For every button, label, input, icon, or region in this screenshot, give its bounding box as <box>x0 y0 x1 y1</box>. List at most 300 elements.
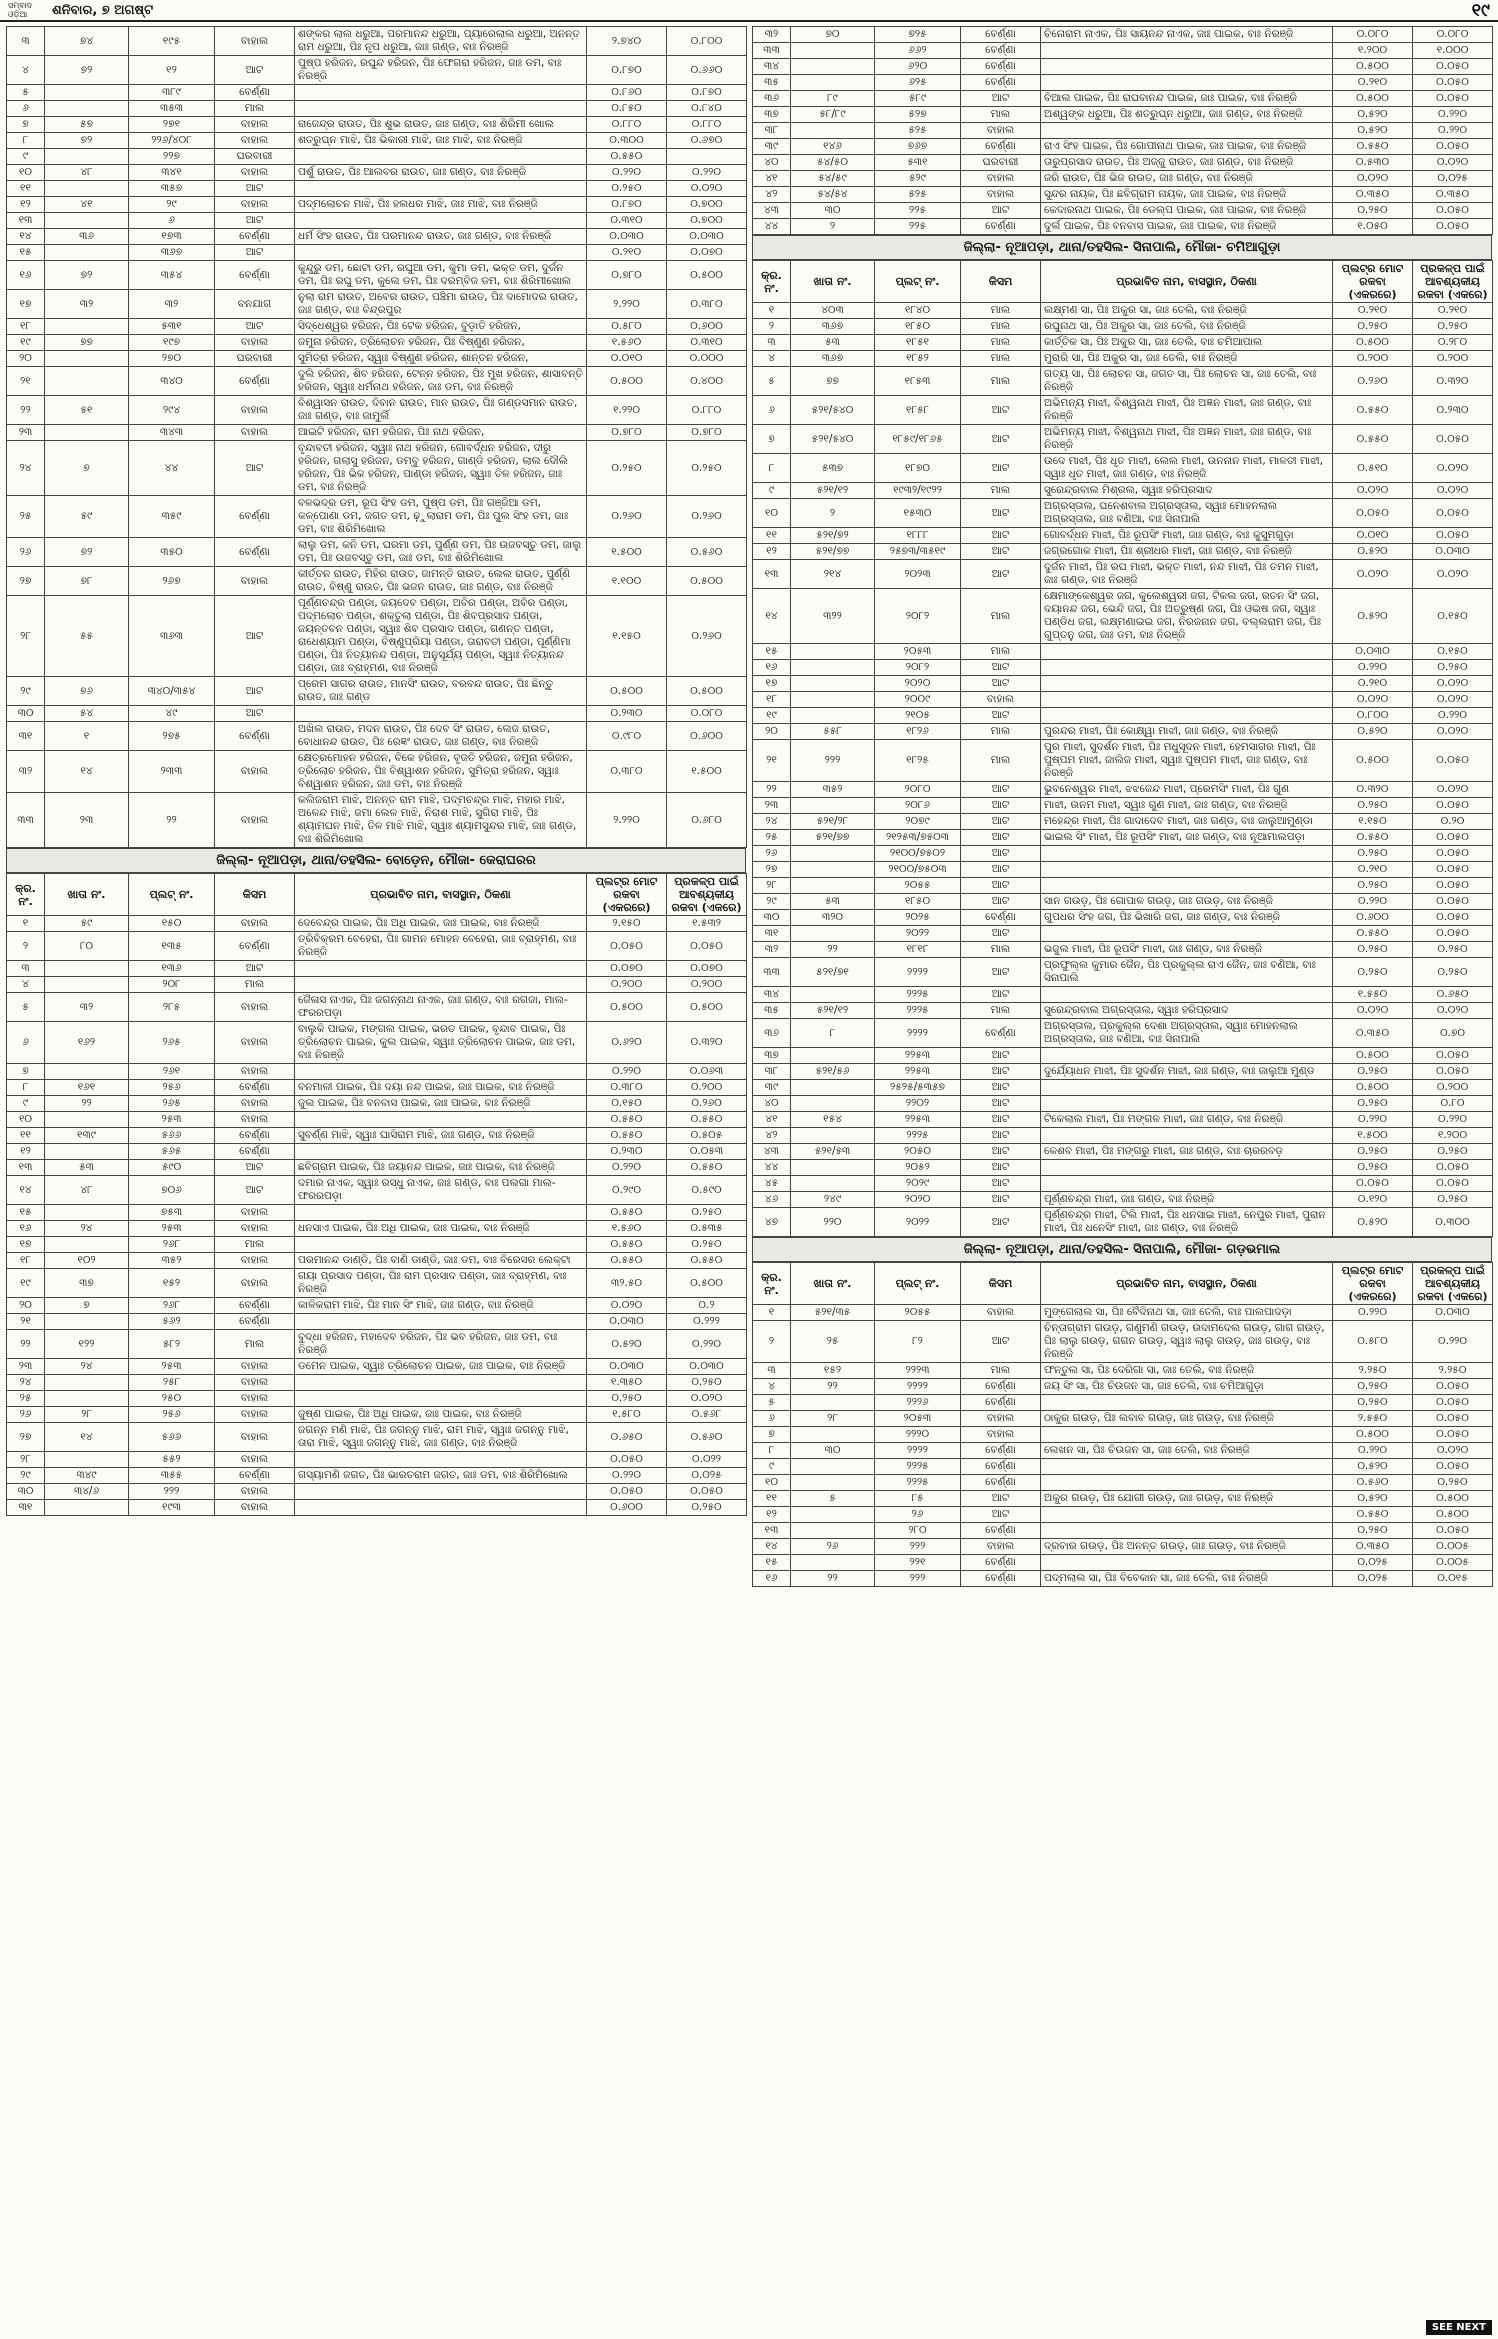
table-cell: ୧୯ <box>7 1269 45 1298</box>
table-cell: ଜୁଷ୍ଣ ପାଇକ, ପିଃ ଅଧି ପାଇକ, ଜାଃ ପାଇକ, ବାଃ ନିରଞ୍ଜି <box>295 1407 587 1423</box>
table-cell: ମାଲ <box>961 303 1041 319</box>
table-cell: ୦.୨୬୦ <box>1333 367 1413 396</box>
table-cell: ଗୋବର୍ଦ୍ଧନ ମାଝୀ, ପିଃ ରୂପସିଂ ମାଝୀ, ଜାଃ ଗଣ୍ଡ, ବାଃ କୁସୁମଗୁଡ଼ା <box>1041 528 1333 544</box>
table-cell: ୫୫୮ <box>791 724 875 740</box>
table-cell: ୨୦୮୨ <box>875 660 961 676</box>
table-cell: ୭୨ <box>45 133 129 149</box>
table-cell: ୫୨୫ <box>875 123 961 139</box>
table-cell: ୫୬୬ <box>129 1423 215 1452</box>
table-cell: ୨୬୫ <box>129 1022 215 1064</box>
table-cell: ୨୫୩ <box>129 1112 215 1128</box>
table-cell: ୨୨ <box>791 1571 875 1587</box>
table-cell: ଆଟ <box>961 1208 1041 1237</box>
table-cell: ୦.୫୧୦ <box>1333 454 1413 483</box>
table-cell: ବିଶ୍ୱାସନ ରାଉତ, ଦିବାନ ରାଉତ, ମାନ ରାଉତ, ପିଃ ଗଣ୍ଡସମାନ ରାଉତ, ଜାଃ ଗଣ୍ଡ, ବାଃ ଜାମୁର୍ଲି <box>295 396 587 425</box>
table-cell: ୧୮ <box>7 319 45 335</box>
table-row <box>753 1160 1493 1176</box>
table-cell: ୦.୦୫୦ <box>1413 1048 1493 1064</box>
table-cell: ୨୨୫୩ <box>875 1048 961 1064</box>
table-cell: ମାଲ <box>961 107 1041 123</box>
table-cell: ୩୨ <box>45 993 129 1022</box>
table-cell: ମାଲ <box>961 740 1041 782</box>
table-cell: ୧୮୫୦ <box>875 894 961 910</box>
table-cell: ୨୩ <box>7 425 45 441</box>
table-cell: ଦୁର୍ଜନ ମାଝୀ, ପିଃ ରଘ ମାଝୀ, ଭକ୍ତ ମାଝୀ, ନନ୍ଦ ମାଝୀ, ପିଃ ତମନ ମାଝୀ, ଜାଃ ଗଣ୍ଡ, ବାଃ ନିରଞ୍ଜି <box>1041 560 1333 589</box>
table-cell: ୨୪ <box>7 1375 45 1391</box>
table-cell <box>1041 708 1333 724</box>
table-cell: ୩୪ <box>753 987 791 1003</box>
table-cell: ଛବିଗ୍ରାମ ପାଇକ, ପିଃ ଜୟାନନ୍ଦ ପାଇକ, ଜାଃ ପାଇକ, ବାଃ ନିରଞ୍ଜି <box>295 1160 587 1176</box>
table-row <box>753 1096 1493 1112</box>
table-cell: ୦.୦୫୦ <box>1333 499 1413 528</box>
table-cell: ୦.୫୬୦ <box>667 1423 747 1452</box>
table-cell: ୦.୬୫୦ <box>1413 987 1493 1003</box>
table-cell <box>295 1391 587 1407</box>
table-cell: ୩୬୭ <box>129 245 215 261</box>
table-cell: ୦.୦୫୦ <box>667 1484 747 1500</box>
table-row <box>753 367 1493 396</box>
table-cell: ୩୫୯ <box>129 496 215 538</box>
column-header: ପ୍ରକଳ୍ପ ପାଇଁ ଆବଶ୍ୟକୀୟ ରକବା (ଏକରେ) <box>1413 261 1493 303</box>
table-cell: ସୁବର୍ଣ୍ଣ ମାଝି, ସ୍ୱାଃ ଘାସିରାମ ମାଝି, ଜାଃ ଗଣ୍ଡ, ବାଃ ନିରଞ୍ଜି <box>295 1128 587 1144</box>
table-cell: ୨୪୯ <box>791 1192 875 1208</box>
table-cell: ୧୧ <box>753 528 791 544</box>
table-cell: ବେର୍ଣ୍ଣା <box>961 1395 1041 1411</box>
table-cell: ୩୫୨ <box>129 1253 215 1269</box>
table-cell: ବଳଭଦ୍ର ଡମ, ରୂପ ସିଂହ ଡମ, ପୁଷ୍ପ ଡମ, ପିଃ ଗଞ୍ଜିଆ ଡମ, କଳ୍ପୋଣା ଡମ, ଜଗତ ଡମ, ଢ଼ୁଲାରାମ ଡମ, ପିଃ ପୁଲ ସିଂହ ଡମ, ଜାଃ ଡମ, ବାଃ ଶିରିମିଖୋଲ <box>295 496 587 538</box>
table-cell <box>1041 1160 1333 1176</box>
table-cell: ୩୪୦/୩୫୪ <box>129 677 215 706</box>
table-cell: ୨୨୨୫ <box>875 987 961 1003</box>
table-cell: ୧୮୫୨ <box>875 351 961 367</box>
table-cell: ୦.୫୫୦ <box>587 1253 667 1269</box>
table-cell: ମାଲ <box>215 1237 295 1253</box>
table-cell: ୦.୦୨୫ <box>1333 1571 1413 1587</box>
table-cell: ୫୩ <box>791 894 875 910</box>
table-cell: ଧର୍ମ ସିଂହ ରାଉତ, ପିଃ ପରମାନନ୍ଦ ରାଉତ, ଜାଃ ଗଣ୍ଡ, ବାଃ ନିରଞ୍ଜି <box>295 229 587 245</box>
table-cell: ୮୯ <box>791 91 875 107</box>
table-cell: ୦.୦୨୫ <box>667 1468 747 1484</box>
table-cell: ୩୨ <box>7 751 45 793</box>
table-cell: ୦.୨୫୦ <box>1333 1523 1413 1539</box>
table-cell: ୨୫୬ <box>129 1407 215 1423</box>
table-cell <box>45 245 129 261</box>
table-cell: ୨୭୦ <box>129 351 215 367</box>
table-row <box>7 916 747 932</box>
table-row <box>7 165 747 181</box>
see-next-label: SEE NEXT <box>1426 2320 1492 2335</box>
table-cell <box>1041 1523 1333 1539</box>
table-cell: ୧୫୨ <box>129 1269 215 1298</box>
table-cell: ଜରି ରାଉତ, ପିଃ ଭିଜ ରାଉତ, ଜାଃ ଗଣ୍ଡ, ବାଃ ନିରଞ୍ଜି <box>1041 171 1333 187</box>
table-cell: ବାହାଲ <box>215 1221 295 1237</box>
table-cell: ୦.୮୮୦ <box>587 117 667 133</box>
table-cell: ୧୭ <box>753 676 791 692</box>
table-cell: ୧୮ <box>7 1253 45 1269</box>
table-cell: ୦.୫୩୦ <box>1333 155 1413 171</box>
table-cell: ବେର୍ଣ୍ଣା <box>961 1379 1041 1395</box>
table-cell: ଜୈଳାସ ନାଏକ, ପିଃ ଜଗନ୍ନାଥ ନାଏକ, ଜାଃ ଗଣ୍ଡ, ବାଃ ରଗଜା, ମାଲ- ଫରରପଡ଼ା <box>295 993 587 1022</box>
table-cell: ୧୮୫୮ <box>875 396 961 425</box>
table-cell: ୦.୫୬୮ <box>667 1407 747 1423</box>
table-cell: ୦.୦୫୦ <box>587 1484 667 1500</box>
table-cell: ୦.୦୫୦ <box>1413 1427 1493 1443</box>
table-cell: ୦.୨୩୦ <box>587 706 667 722</box>
table-cell: ୨୦୭୯ <box>875 814 961 830</box>
table-cell: ୭୨ <box>45 538 129 567</box>
table-cell: ୩୨ <box>753 27 791 43</box>
table-cell: ଆଟ <box>961 1160 1041 1176</box>
table-cell: ୦.୮୭୦ <box>587 197 667 213</box>
table-cell: ୦.୦୨୦ <box>587 1298 667 1314</box>
table-cell: ୦.୩୧୦ <box>587 213 667 229</box>
table-cell: ରାଜେନ୍ଦ୍ର ରାଉତ, ପିଃ ଶୁଭ ରାଉତ, ଜାଃ ଗଣ୍ଡ, ବାଃ ଶିରିମୀ ଖୋଲ <box>295 117 587 133</box>
table-cell: ୧୪୬ <box>791 139 875 155</box>
table-cell: ୦.୫୦୦ <box>667 677 747 706</box>
table-cell: ୭୨ <box>45 261 129 290</box>
column-header: ପ୍ରକଳ୍ପ ପାଇଁ ଆବଶ୍ୟକୀୟ ରକବା (ଏକରେ) <box>1413 1263 1493 1305</box>
table-cell: ୫୩୧ <box>875 155 961 171</box>
table-cell: ୦.୦୮୦ <box>1413 27 1493 43</box>
table-row <box>7 335 747 351</box>
table-cell: ୨୩ <box>753 798 791 814</box>
table-cell: ୦.୦୩୦ <box>1333 644 1413 660</box>
table-cell: ୧୧ <box>7 1128 45 1144</box>
table-cell: ୦.୨୫୦ <box>1333 203 1413 219</box>
section-title-chamiaguda: ଜିଲ୍ଲା- ନୂଆପଡ଼ା, ଥାନା/ତହସିଲ- ସିନାପାଲି, ମୌଜା- ଚମିଆଗୁଡ଼ା <box>752 235 1492 260</box>
table-cell: ବାହାଲ <box>215 751 295 793</box>
table-cell: ବାହାଲ <box>215 1423 295 1452</box>
table-cell: ୨୦୨୦ <box>875 1192 961 1208</box>
table-cell: ଦେବେନ୍ଦ୍ର ପାଇକ, ପିଃ ଅଧି ପାଇକ, ଜାଃ ପାଇକ, ବାଃ ନିରଞ୍ଜି <box>295 916 587 932</box>
table-cell: ପ୍ରେମ ସାଗର ରାଉତ, ମାନସିଂ ରାଉତ, ବରବନ୍ଦ ରାଉତ, ପିଃ ଛିନ୍ତୁ ରାଉତ, ଜାଃ ଗଣ୍ଡ <box>295 677 587 706</box>
table-cell: ବେର୍ଣ୍ଣା <box>961 1571 1041 1587</box>
table-cell: ବାହାଲ <box>961 1411 1041 1427</box>
table-cell: ବେର୍ଣ୍ଣା <box>215 1128 295 1144</box>
table-cell: ବାହାଲ <box>215 335 295 351</box>
table-cell: ଆଟ <box>215 961 295 977</box>
table-cell: ୦.୦୨୦ <box>667 181 747 197</box>
table-cell: ୫ <box>753 367 791 396</box>
table-cell: ୦.୨୫୦ <box>1333 1160 1413 1176</box>
right-section3-table <box>752 260 1493 1237</box>
table-cell: ୨.୨୨୦ <box>587 793 667 848</box>
table-cell: ୨୭ <box>7 1423 45 1452</box>
table-cell: ୨୦୫୩ <box>875 1411 961 1427</box>
table-cell: ୦.୦୭୦ <box>667 245 747 261</box>
table-cell: ବାହାଲ <box>215 1391 295 1407</box>
column-header: ପ୍ଲଟ୍ ନଂ. <box>875 261 961 303</box>
table-cell: ୧୮୪୦ <box>875 303 961 319</box>
table-cell: ୨୨୫୩ <box>875 1064 961 1080</box>
table-row <box>753 644 1493 660</box>
table-row <box>7 425 747 441</box>
table-cell: ୦.୦୫୦ <box>587 932 667 961</box>
table-cell: ୩୭ <box>45 1269 129 1298</box>
table-cell: ୧୩ <box>7 213 45 229</box>
table-cell: ୨୦ <box>7 1298 45 1314</box>
table-cell: ବେର୍ଣ୍ଣା <box>961 1555 1041 1571</box>
table-cell: ୧.୨୦୦ <box>1333 43 1413 59</box>
table-cell: ୨୨୨ <box>791 740 875 782</box>
left-column <box>6 26 746 1516</box>
table-row <box>7 706 747 722</box>
table-row <box>7 977 747 993</box>
table-cell <box>1041 862 1333 878</box>
table-cell: ୩୨୦ <box>791 910 875 926</box>
table-cell: ଅଶ୍ୱଙ୍କ ଧରୁଆ, ପିଃ ଶତ୍ରୁଘ୍ନ ଧରୁଆ, ଜାଃ ଗଣ୍ଡ, ବାଃ ନିରଞ୍ଜି <box>1041 107 1333 123</box>
table-cell: ବାହାଲ <box>215 117 295 133</box>
table-row <box>753 926 1493 942</box>
column-header: କ୍ର. ନଂ. <box>7 874 45 916</box>
table-row <box>753 958 1493 987</box>
table-cell: ୧.୫୦୦ <box>667 751 747 793</box>
table-cell: ୨.୨୨୦ <box>587 290 667 319</box>
table-cell: ଡମେନ ପାଇକ, ସ୍ୱାଃ ତ୍ରିଲୋଚନ ପାଇକ, ଜାଃ ପାଇକ, ବାଃ ନିରଞ୍ଜି <box>295 1359 587 1375</box>
table-cell: ଜୁଲ ପାଇକ, ପିଃ ବନବାସ ପାଇକ, ଜାଃ ପାଇକ, ବାଃ ନିରଞ୍ଜି <box>295 1096 587 1112</box>
table-cell <box>295 1205 587 1221</box>
table-row <box>7 932 747 961</box>
table-cell: ୦.୮୭୦ <box>587 56 667 85</box>
table-cell <box>45 1237 129 1253</box>
table-cell: ୧୫ <box>753 644 791 660</box>
table-cell: ୫୩୧ <box>129 319 215 335</box>
table-cell: ୦.୮୮୦ <box>667 117 747 133</box>
table-row <box>753 1128 1493 1144</box>
table-cell <box>1041 878 1333 894</box>
table-cell: ୫୨୧/୫୪୦ <box>791 396 875 425</box>
table-cell: ୪ <box>753 1379 791 1395</box>
table-cell: ୧୧ <box>753 1491 791 1507</box>
table-row <box>753 1019 1493 1048</box>
table-cell: ବେର୍ଣ୍ଣା <box>961 910 1041 926</box>
table-cell: ୬ <box>129 213 215 229</box>
table-cell: ୦.୨୨୦ <box>587 1160 667 1176</box>
table-cell: ସୁରେନ୍ଦ୍ରବାଲ ଅଗ୍ରସ୍ତାଲ, ସ୍ୱାଃ ହରିପ୍ରସାଦ <box>1041 1003 1333 1019</box>
table-cell: ବାହାଲ <box>215 1375 295 1391</box>
table-row <box>753 814 1493 830</box>
table-cell: ୦.୨୫୦ <box>667 1375 747 1391</box>
table-cell: ୧.୧୫୦ <box>587 596 667 677</box>
table-cell: ୮ <box>791 1019 875 1048</box>
table-cell: ୪ <box>7 977 45 993</box>
table-cell: ୫୯ <box>45 496 129 538</box>
table-cell: ୨୫୩ <box>129 1359 215 1375</box>
table-row <box>753 1491 1493 1507</box>
table-row <box>753 139 1493 155</box>
table-cell: ୫୯୦ <box>129 1160 215 1176</box>
table-cell <box>1041 846 1333 862</box>
table-cell: କଲିଜରାମ ମାଝି, ଅନନ୍ତ ରାମ ମାଝି, ପଦ୍ମଚନ୍ଦ୍ର ମାଝି, ମହାର ମାଝି, ଅଳେନ୍ଦ ମାଝି, ଜମା ଲେଳ ମାଝି, ନିରାଶ ମାଝି, ସୁଗିରା ମାଝି, ପିଃ ଶ୍ୟାମଘନ ମାଝି, ତିଳ ମାଝି ମାଝି, ସ୍ୱାଃ ଶ୍ୟାମସୁନ୍ଦର ମାଝି, ଜାଃ ଗଣ୍ଡ, ବାଃ ଶିରିମିଖୋଲ <box>295 793 587 848</box>
table-cell: କାଳିକରାମ ମାଝି, ପିଃ ମାନ ସିଂ ମାଝି, ଜାଃ ଗଣ୍ଡ, ବାଃ ନିରଞ୍ଜି <box>295 1298 587 1314</box>
table-cell: ୪୩ <box>753 1144 791 1160</box>
table-cell: ୦.୦୩୦ <box>667 1359 747 1375</box>
table-cell: ୪୩ <box>753 203 791 219</box>
table-cell: ୧.୧୦୦ <box>587 567 667 596</box>
table-cell: ୨୨ <box>753 782 791 798</box>
table-row <box>753 862 1493 878</box>
table-cell: ୭ <box>753 1427 791 1443</box>
table-cell: ୦.୭୮୦ <box>587 261 667 290</box>
table-cell: ବାହାଲ <box>961 1427 1041 1443</box>
table-cell: ୧.୦୦୦ <box>1413 43 1493 59</box>
table-cell: ୨୦୨୯ <box>875 1176 961 1192</box>
table-cell: ୨୫୨୫/୫୩୫୭ <box>875 1080 961 1096</box>
column-header: ପ୍ରଭାବିତ ନାମ, ବାସସ୍ଥାନ, ଠିକଣା <box>295 874 587 916</box>
column-header: ପ୍ଲଟ୍ର ମୋଟ ରକବା (ଏକରରେ) <box>587 874 667 916</box>
table-cell: ରାଏ ସିଂହ ପାଇକ, ପିଃ ଗୋପୀନାଥ ପାଇକ, ଜାଃ ପାଇକ, ବାଃ ନିରଞ୍ଜି <box>1041 139 1333 155</box>
table-cell: ୦.୦୧୫ <box>1413 1571 1493 1587</box>
table-cell: ୨୦୨୨ <box>875 1208 961 1237</box>
table-row <box>753 798 1493 814</box>
table-row <box>753 107 1493 123</box>
table-cell: ୦.୫୩୫ <box>667 1221 747 1237</box>
table-cell: ୧୭ <box>7 290 45 319</box>
table-cell: ୦.୨୦୦ <box>667 977 747 993</box>
table-cell: ବାହାଲ <box>215 1096 295 1112</box>
table-cell: ବାହାଲ <box>215 793 295 848</box>
table-row <box>753 219 1493 235</box>
table-cell: ଅଗ୍ରସ୍ତାଲ, ଘନେଶବାଲ ଅଗ୍ରସ୍ତାଲ, ସ୍ୱାଃ ମୋହନଲାଲ ଅଗ୍ରସ୍ତାଲ, ଜାଃ ବଣିଆ, ବାଃ ସିନାପାଲି <box>1041 499 1333 528</box>
table-cell: ବୃନ୍ଦାବତୀ ହରିଜନ, ସ୍ୱାଃ ନାଥ ହରିଜନ, ଗୋବର୍ଦ୍ଧନ ହରିଜନ, ଦୀରୁ ହରିଜନ, ଗଲାସୁ ହରିଜନ, ଡମ୍ବୁ ହରିଜନ, ଗାଣ୍ଡି ହରିଜନ, ଲାଲ ଦୌଲି ହରିଜନ, ପିଃ ଭିକ ହରିଜନ, ପାଣ୍ଡା ହରିଜନ, ସ୍ୱାଃ ତିଳ ହରିଜନ, ଜାଃ ଡମ, ବାଃ ନିରଞ୍ଜି <box>295 441 587 496</box>
table-cell: ୨୬ <box>7 1407 45 1423</box>
table-cell: ଅକୁର ଗଉଡ଼, ପିଃ ଯୋଗୀ ଗଉଡ଼, ଜାଃ ଗଉଡ଼, ବାଃ ନିରଞ୍ଜି <box>1041 1491 1333 1507</box>
table-cell <box>295 85 587 101</box>
table-cell: ୩୦ <box>7 1484 45 1500</box>
table-cell: ୫୯ <box>45 916 129 932</box>
table-cell: ୬ <box>7 101 45 117</box>
table-cell <box>45 1064 129 1080</box>
table-cell: ୦.୨୧୦ <box>1333 75 1413 91</box>
table-cell: ୩୫ <box>753 75 791 91</box>
table-cell: ୧୬ <box>7 261 45 290</box>
table-cell: ବେର୍ଣ୍ଣା <box>961 43 1041 59</box>
table-cell: ମୁଙ୍ଗେଲାଲ ସା, ପିଃ ବୈଦିନାଥ ସା, ଜାଃ ତେଲି, ବାଃ ପାଲପାଦଡ଼ା <box>1041 1305 1333 1321</box>
table-cell: ୦.୦୫୦ <box>1413 1379 1493 1395</box>
table-row <box>7 1221 747 1237</box>
table-cell: ୦.୫୦୦ <box>1333 740 1413 782</box>
table-cell: ୨୨୨୨ <box>875 1443 961 1459</box>
table-cell: ୦.୦୨୦ <box>1413 454 1493 483</box>
column-header: ପ୍ଲଟ୍ ନଂ. <box>875 1263 961 1305</box>
table-cell: ୧୪ <box>753 1539 791 1555</box>
table-cell: ମାଲ <box>961 335 1041 351</box>
table-cell: ୦.୨୦୦ <box>587 977 667 993</box>
table-cell: ୦.୫୦୦ <box>1333 59 1413 75</box>
table-row <box>7 1064 747 1080</box>
table-cell <box>791 123 875 139</box>
table-cell: ଅଭିମନ୍ୟ ମାଝୀ, ବିଶ୍ୱନାଥ ମାଝୀ, ପିଃ ଅଜ୍ଞନ ମାଝୀ, ଜାଃ ଗଣ୍ଡ, ବାଃ ନିରଞ୍ଜି <box>1041 425 1333 454</box>
table-cell: ଆଟ <box>961 560 1041 589</box>
table-cell: ୦.୫୫୦ <box>587 1237 667 1253</box>
table-cell: ୩୯ <box>753 1080 791 1096</box>
table-cell: ୨୭୫ <box>129 722 215 751</box>
table-cell: ୦.୧୫୦ <box>1413 589 1493 644</box>
table-cell: ୦.୫୫୦ <box>587 1112 667 1128</box>
table-cell: ୪୫ <box>753 1176 791 1192</box>
table-cell: ଶଙ୍କର ଲାଲ ଧରୁଆ, ପରମାନନ୍ଦ ଧରୁଆ, ପ୍ୟାରେଲାଲ ଧରୁଆ, ଅନନ୍ତ ରାମ ଧରୁଆ, ପିଃ ନୃପ ଧରୁଆ, ଜାଃ ଗଣ୍ଡ, ବାଃ ନିରଞ୍ଜି <box>295 27 587 56</box>
table-cell: ୨୫ <box>7 496 45 538</box>
table-cell: ୨୯ <box>129 197 215 213</box>
table-cell: ୩୩ <box>7 793 45 848</box>
table-cell <box>791 878 875 894</box>
table-cell: ୨୯ <box>7 677 45 706</box>
table-cell: ୫୪/୫୪ <box>791 187 875 203</box>
table-cell: ୦.୭୮୦ <box>667 425 747 441</box>
table-cell: ୩୯ <box>753 139 791 155</box>
table-cell <box>791 798 875 814</box>
table-cell <box>791 1555 875 1571</box>
table-cell: ଆଟ <box>215 596 295 677</box>
table-row <box>7 1269 747 1298</box>
table-cell: ୨୨୭ <box>129 149 215 165</box>
table-cell: ୫୩୭ <box>791 454 875 483</box>
table-cell: ବେର୍ଣ୍ଣା <box>215 261 295 290</box>
table-row <box>753 1003 1493 1019</box>
table-cell: ୩ <box>753 335 791 351</box>
table-row <box>7 596 747 677</box>
table-cell: ୧୮୫୯/୧୮୬୫ <box>875 425 961 454</box>
table-cell: ୦.୨୫୦ <box>1333 878 1413 894</box>
table-cell: ୦.୫୫୦ <box>1333 396 1413 425</box>
table-cell: ୫୬୨ <box>129 1314 215 1330</box>
table-row <box>7 793 747 848</box>
table-cell: ୫୨୧/୧୨ <box>791 1003 875 1019</box>
table-cell: ୨୫୬ <box>129 1080 215 1096</box>
table-cell: ୦.୨୫୦ <box>1333 1144 1413 1160</box>
table-cell: କାର୍ତ୍ତିକ ସା, ପିଃ ଅକୁର ସା, ଜାଃ ତେଲି, ବାଃ ଚମିଆପାଲ <box>1041 335 1333 351</box>
table-row <box>7 496 747 538</box>
table-cell: ୦.୨୬୦ <box>667 596 747 677</box>
table-cell: ୫୨୧/୫୪୦ <box>791 425 875 454</box>
table-cell: ୦.୨୫୦ <box>1413 660 1493 676</box>
table-cell: ୦.୨୫୦ <box>587 1391 667 1407</box>
table-cell: ୨୪ <box>45 1221 129 1237</box>
table-row <box>7 1423 747 1452</box>
masthead-small: ସମ୍ବାଦ ଓଡ଼ିଆ <box>8 1 32 19</box>
table-cell <box>1041 1128 1333 1144</box>
table-row <box>753 59 1493 75</box>
table-row <box>7 1407 747 1423</box>
table-cell: ୦.୨୫୦ <box>1413 1475 1493 1491</box>
table-cell <box>791 1160 875 1176</box>
table-cell: ଗତ୍ୟ ସା, ପିଃ ଲୋଚନ ସା, ଜଗତ ସା, ପିଃ ଲୋଚନ ସା, ଜାଃ ତେଲି, ବାଃ ନିରଞ୍ଜି <box>1041 367 1333 396</box>
table-cell: ଉଦେ ମାଝୀ, ପିଃ ଧୃତ ମାଝୀ, ଲେଲ ମାଝୀ, ଉନନାନ ମାଝୀ, ମାଳତୀ ମାଝୀ, ସ୍ୱାଃ ଧୃତ ମାଝୀ, ଜାଃ ଗଣ୍ଡ, ବାଃ ନିରଞ୍ଜି <box>1041 454 1333 483</box>
column-header: କ୍ର. ନଂ. <box>753 261 791 303</box>
table-cell: ୦.୧୫୦ <box>587 1096 667 1112</box>
table-cell: ୧୮୨୬ <box>875 724 961 740</box>
table-cell: ୨୪ <box>45 1359 129 1375</box>
table-cell: ୧୫ <box>7 245 45 261</box>
table-row <box>753 351 1493 367</box>
table-cell: ୦.୦୨୦ <box>1413 676 1493 692</box>
table-cell: ୩୫୦ <box>129 538 215 567</box>
table-cell: ୦.୨୫୦ <box>667 1205 747 1221</box>
table-cell: ୧୯୩ <box>129 1500 215 1516</box>
table-cell: ୧୦ <box>753 1475 791 1491</box>
table-cell: ୦.୫୨୦ <box>1333 589 1413 644</box>
table-cell: ୦.୫୦୦ <box>1333 91 1413 107</box>
table-cell: ୦.୦୫୦ <box>1413 894 1493 910</box>
table-cell: ୦.୨୦୦ <box>1333 351 1413 367</box>
table-cell: ୦.୬୮୦ <box>667 793 747 848</box>
table-cell: ୦.୩୦୦ <box>1413 1208 1493 1237</box>
table-cell: ୦.୦୫୦ <box>1413 139 1493 155</box>
table-cell: ୦.୮୪୦ <box>667 101 747 117</box>
table-cell: ଆଟ <box>961 1321 1041 1363</box>
table-cell: ୦.୩୦୦ <box>587 133 667 149</box>
table-cell: ୦.୦୫୦ <box>1413 499 1493 528</box>
